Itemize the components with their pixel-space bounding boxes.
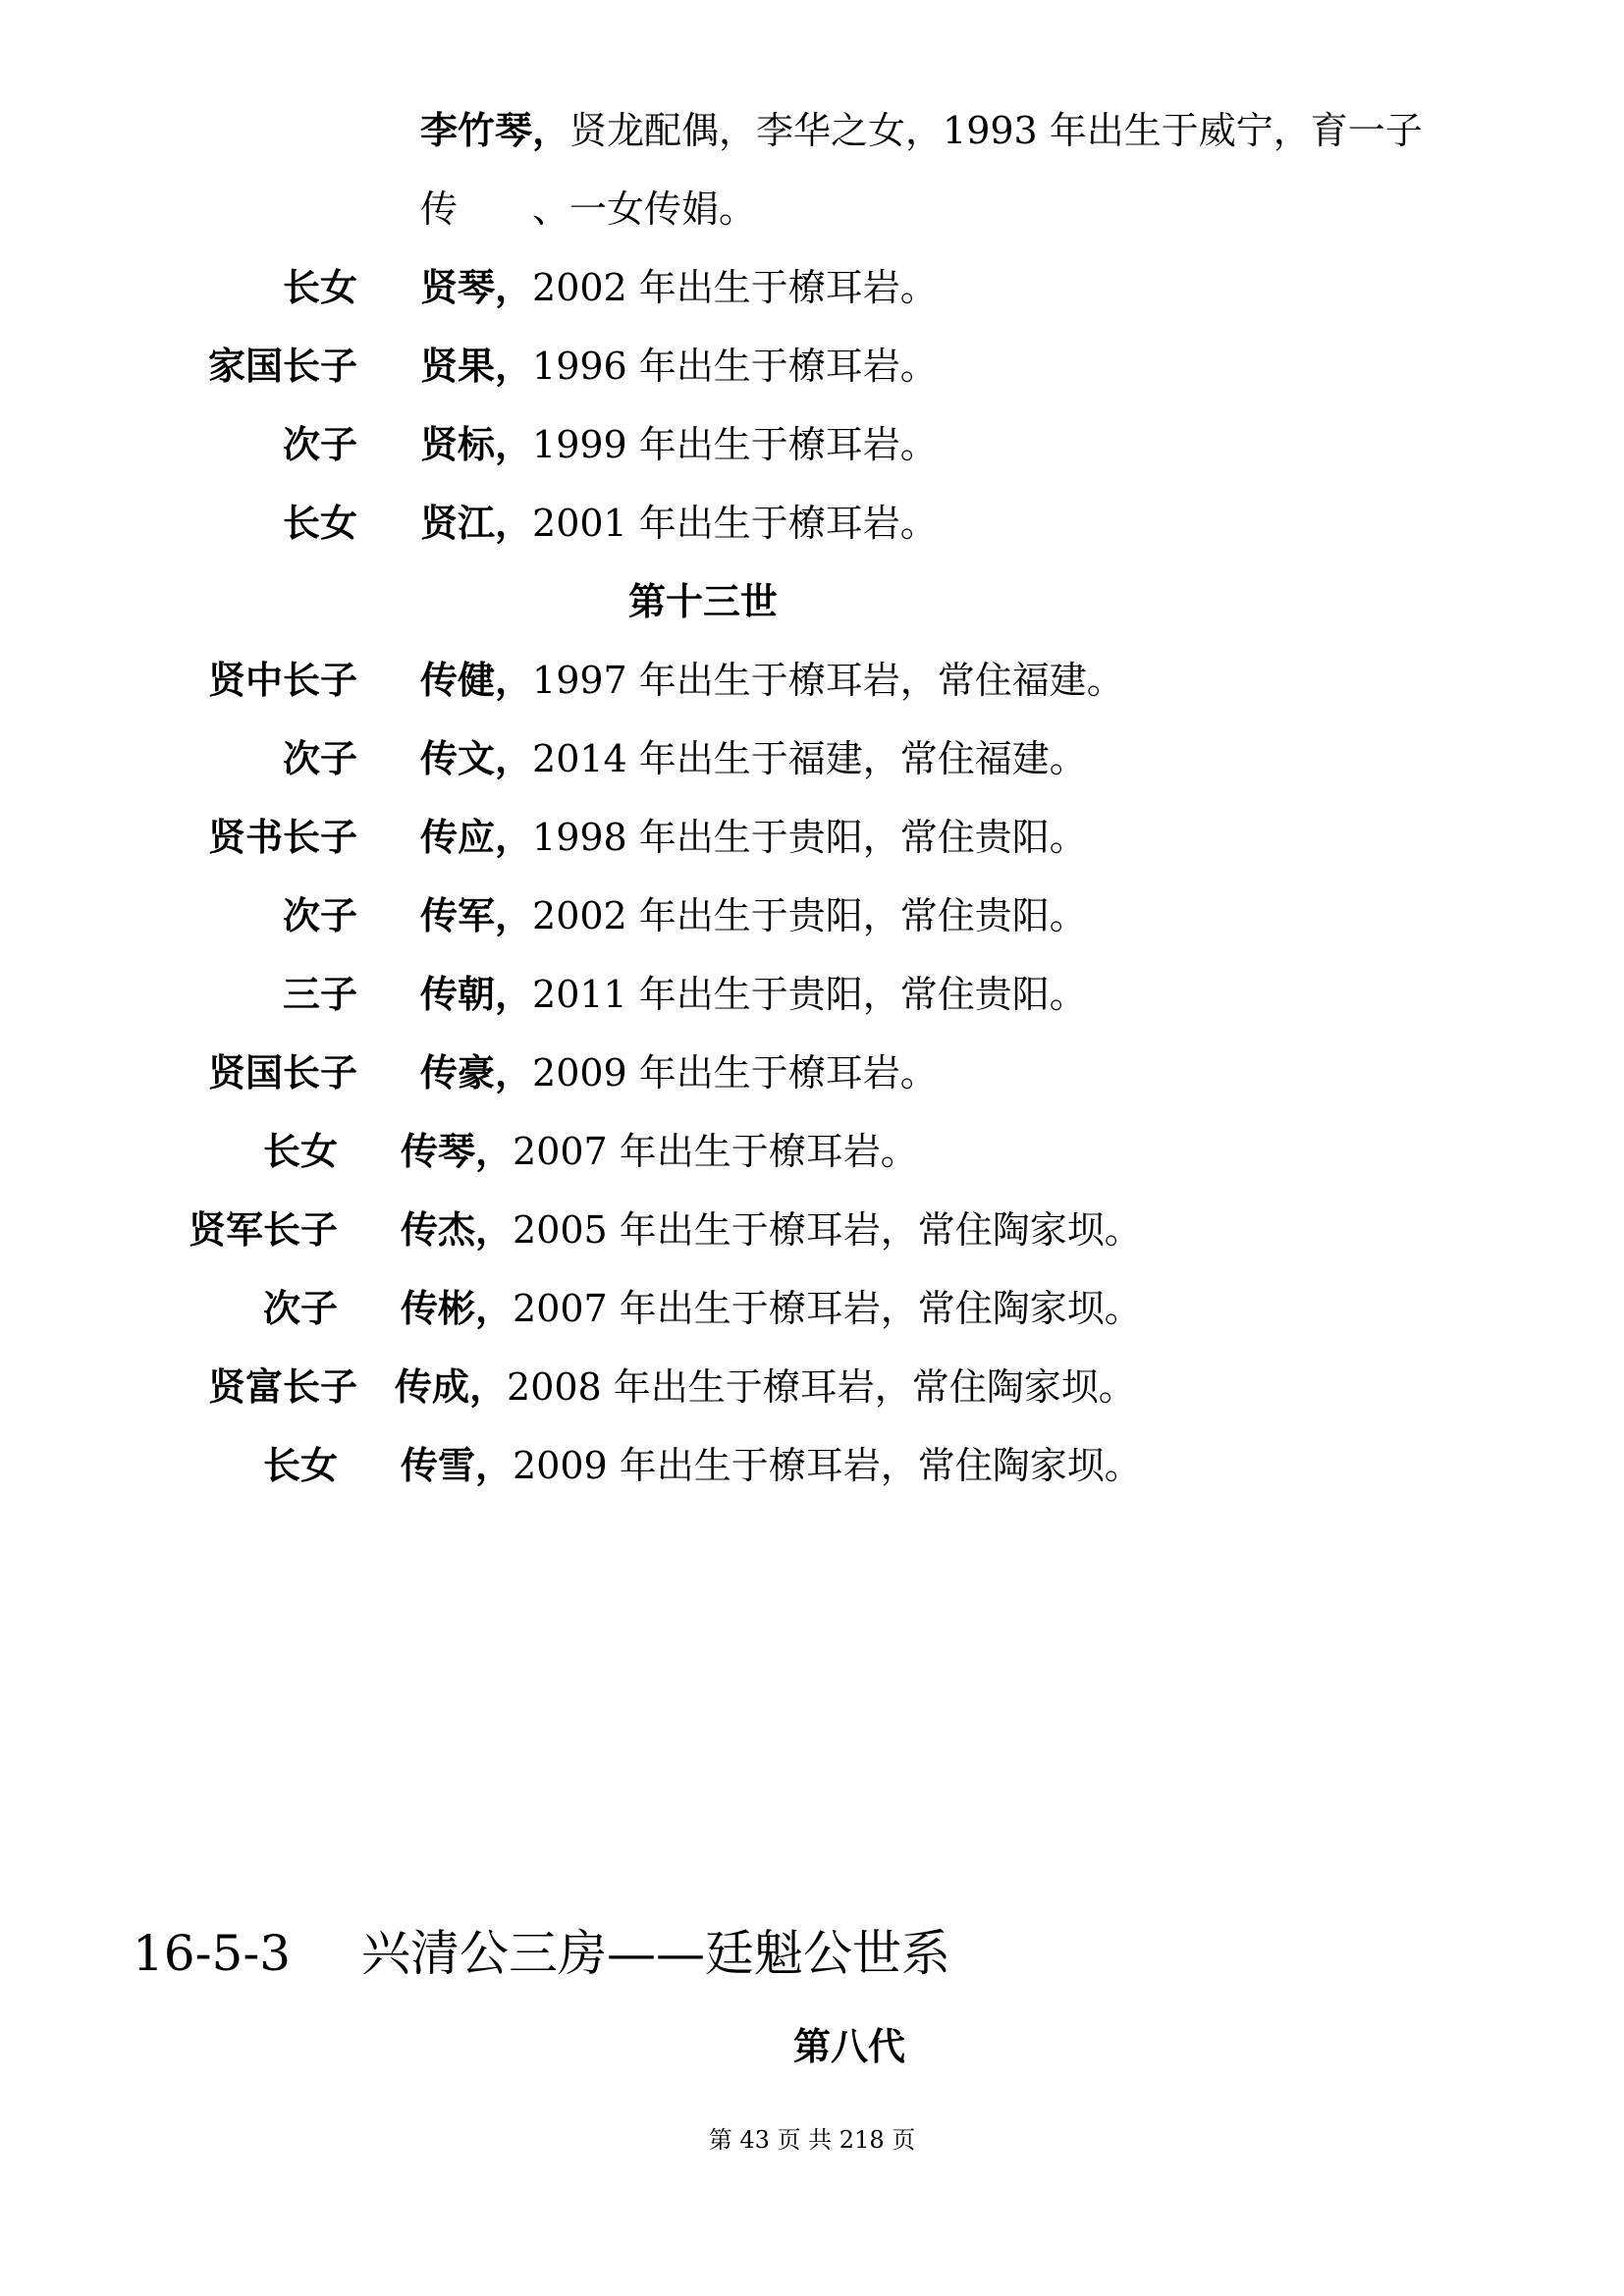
relation-label: 贤中长子 [207,658,357,702]
relation-label: 贤军长子 [188,1207,338,1252]
person-name: 传朝， [420,972,533,1016]
relation-label: 长女 [262,1129,338,1173]
relation-label: 次子 [282,736,357,780]
person-detail: 2009 年出生于橑耳岩。 [532,1051,938,1095]
person-entry [401,1129,918,1174]
generation-heading: 第八代 [793,2024,906,2068]
person-name: 传军， [420,893,533,937]
person-detail: 2009 年出生于橑耳岩，常住陶家坝。 [513,1444,1142,1487]
relation-label: 贤国长子 [207,1050,357,1095]
person-name: 贤标， [420,422,533,466]
person-entry [420,658,1124,703]
person-name: 贤果， [420,344,533,388]
person-name: 贤江， [420,501,533,545]
person-entry [395,1364,1136,1410]
relation-label: 次子 [282,893,357,937]
section-number: 16-5-3 [133,1925,292,1982]
person-entry [420,265,938,310]
spouse-detail-2: 传 、一女传娟。 [420,187,757,231]
person-entry [420,1050,938,1095]
person-detail: 2014 年出生于福建，常住福建。 [532,737,1087,780]
spouse-entry-line-2 [420,187,756,232]
person-detail: 2002 年出生于橑耳岩。 [532,266,938,309]
person-detail: 2001 年出生于橑耳岩。 [532,502,938,545]
person-name: 传应， [420,815,533,859]
relation-label: 长女 [282,265,357,309]
person-detail: 2008 年出生于橑耳岩，常住陶家坝。 [507,1365,1136,1409]
person-entry [420,972,1087,1017]
person-name: 传雪， [401,1443,514,1487]
relation-label: 次子 [262,1286,338,1330]
person-entry [420,422,938,467]
person-detail: 2011 年出生于贵阳，常住贵阳。 [532,973,1087,1016]
person-name: 贤琴， [420,265,533,309]
person-detail: 1998 年出生于贵阳，常住贵阳。 [532,816,1087,859]
person-name: 传琴， [401,1129,514,1173]
person-detail: 1996 年出生于橑耳岩。 [532,345,938,388]
person-entry [420,815,1087,860]
person-detail: 2002 年出生于贵阳，常住贵阳。 [532,894,1087,937]
relation-label: 贤富长子 [207,1364,357,1409]
person-detail: 1997 年出生于橑耳岩，常住福建。 [532,659,1124,702]
person-entry [420,736,1087,781]
section-title: 兴清公三房——廷魁公世系 [361,1925,950,1982]
person-name: 传彬， [401,1286,514,1330]
person-detail: 2007 年出生于橑耳岩，常住陶家坝。 [513,1287,1142,1330]
person-name: 传豪， [420,1050,533,1095]
person-detail: 1999 年出生于橑耳岩。 [532,423,938,466]
relation-label: 贤书长子 [207,815,357,859]
person-name: 传杰， [401,1207,514,1252]
generation-heading: 第十三世 [628,579,779,623]
spouse-entry-line-1 [420,108,1423,153]
relation-label: 家国长子 [207,344,357,388]
relation-label: 三子 [282,972,357,1016]
person-entry [401,1443,1142,1488]
relation-label: 次子 [282,422,357,466]
page-footer: 第 43 页 共 218 页 [708,2126,916,2154]
person-entry [401,1207,1142,1253]
person-entry [401,1286,1142,1331]
person-entry [420,893,1087,938]
person-entry [420,501,938,546]
relation-label: 长女 [282,501,357,545]
person-detail: 2005 年出生于橑耳岩，常住陶家坝。 [513,1208,1142,1252]
person-detail: 2007 年出生于橑耳岩。 [513,1130,918,1173]
spouse-detail-1: 贤龙配偶，李华之女，1993 年出生于威宁，育一子 [569,109,1423,152]
relation-label: 长女 [262,1443,338,1487]
person-entry [420,344,938,389]
person-name: 传健， [420,658,533,702]
person-name: 传成， [395,1364,508,1409]
spouse-name: 李竹琴， [420,108,570,152]
person-name: 传文， [420,736,533,780]
